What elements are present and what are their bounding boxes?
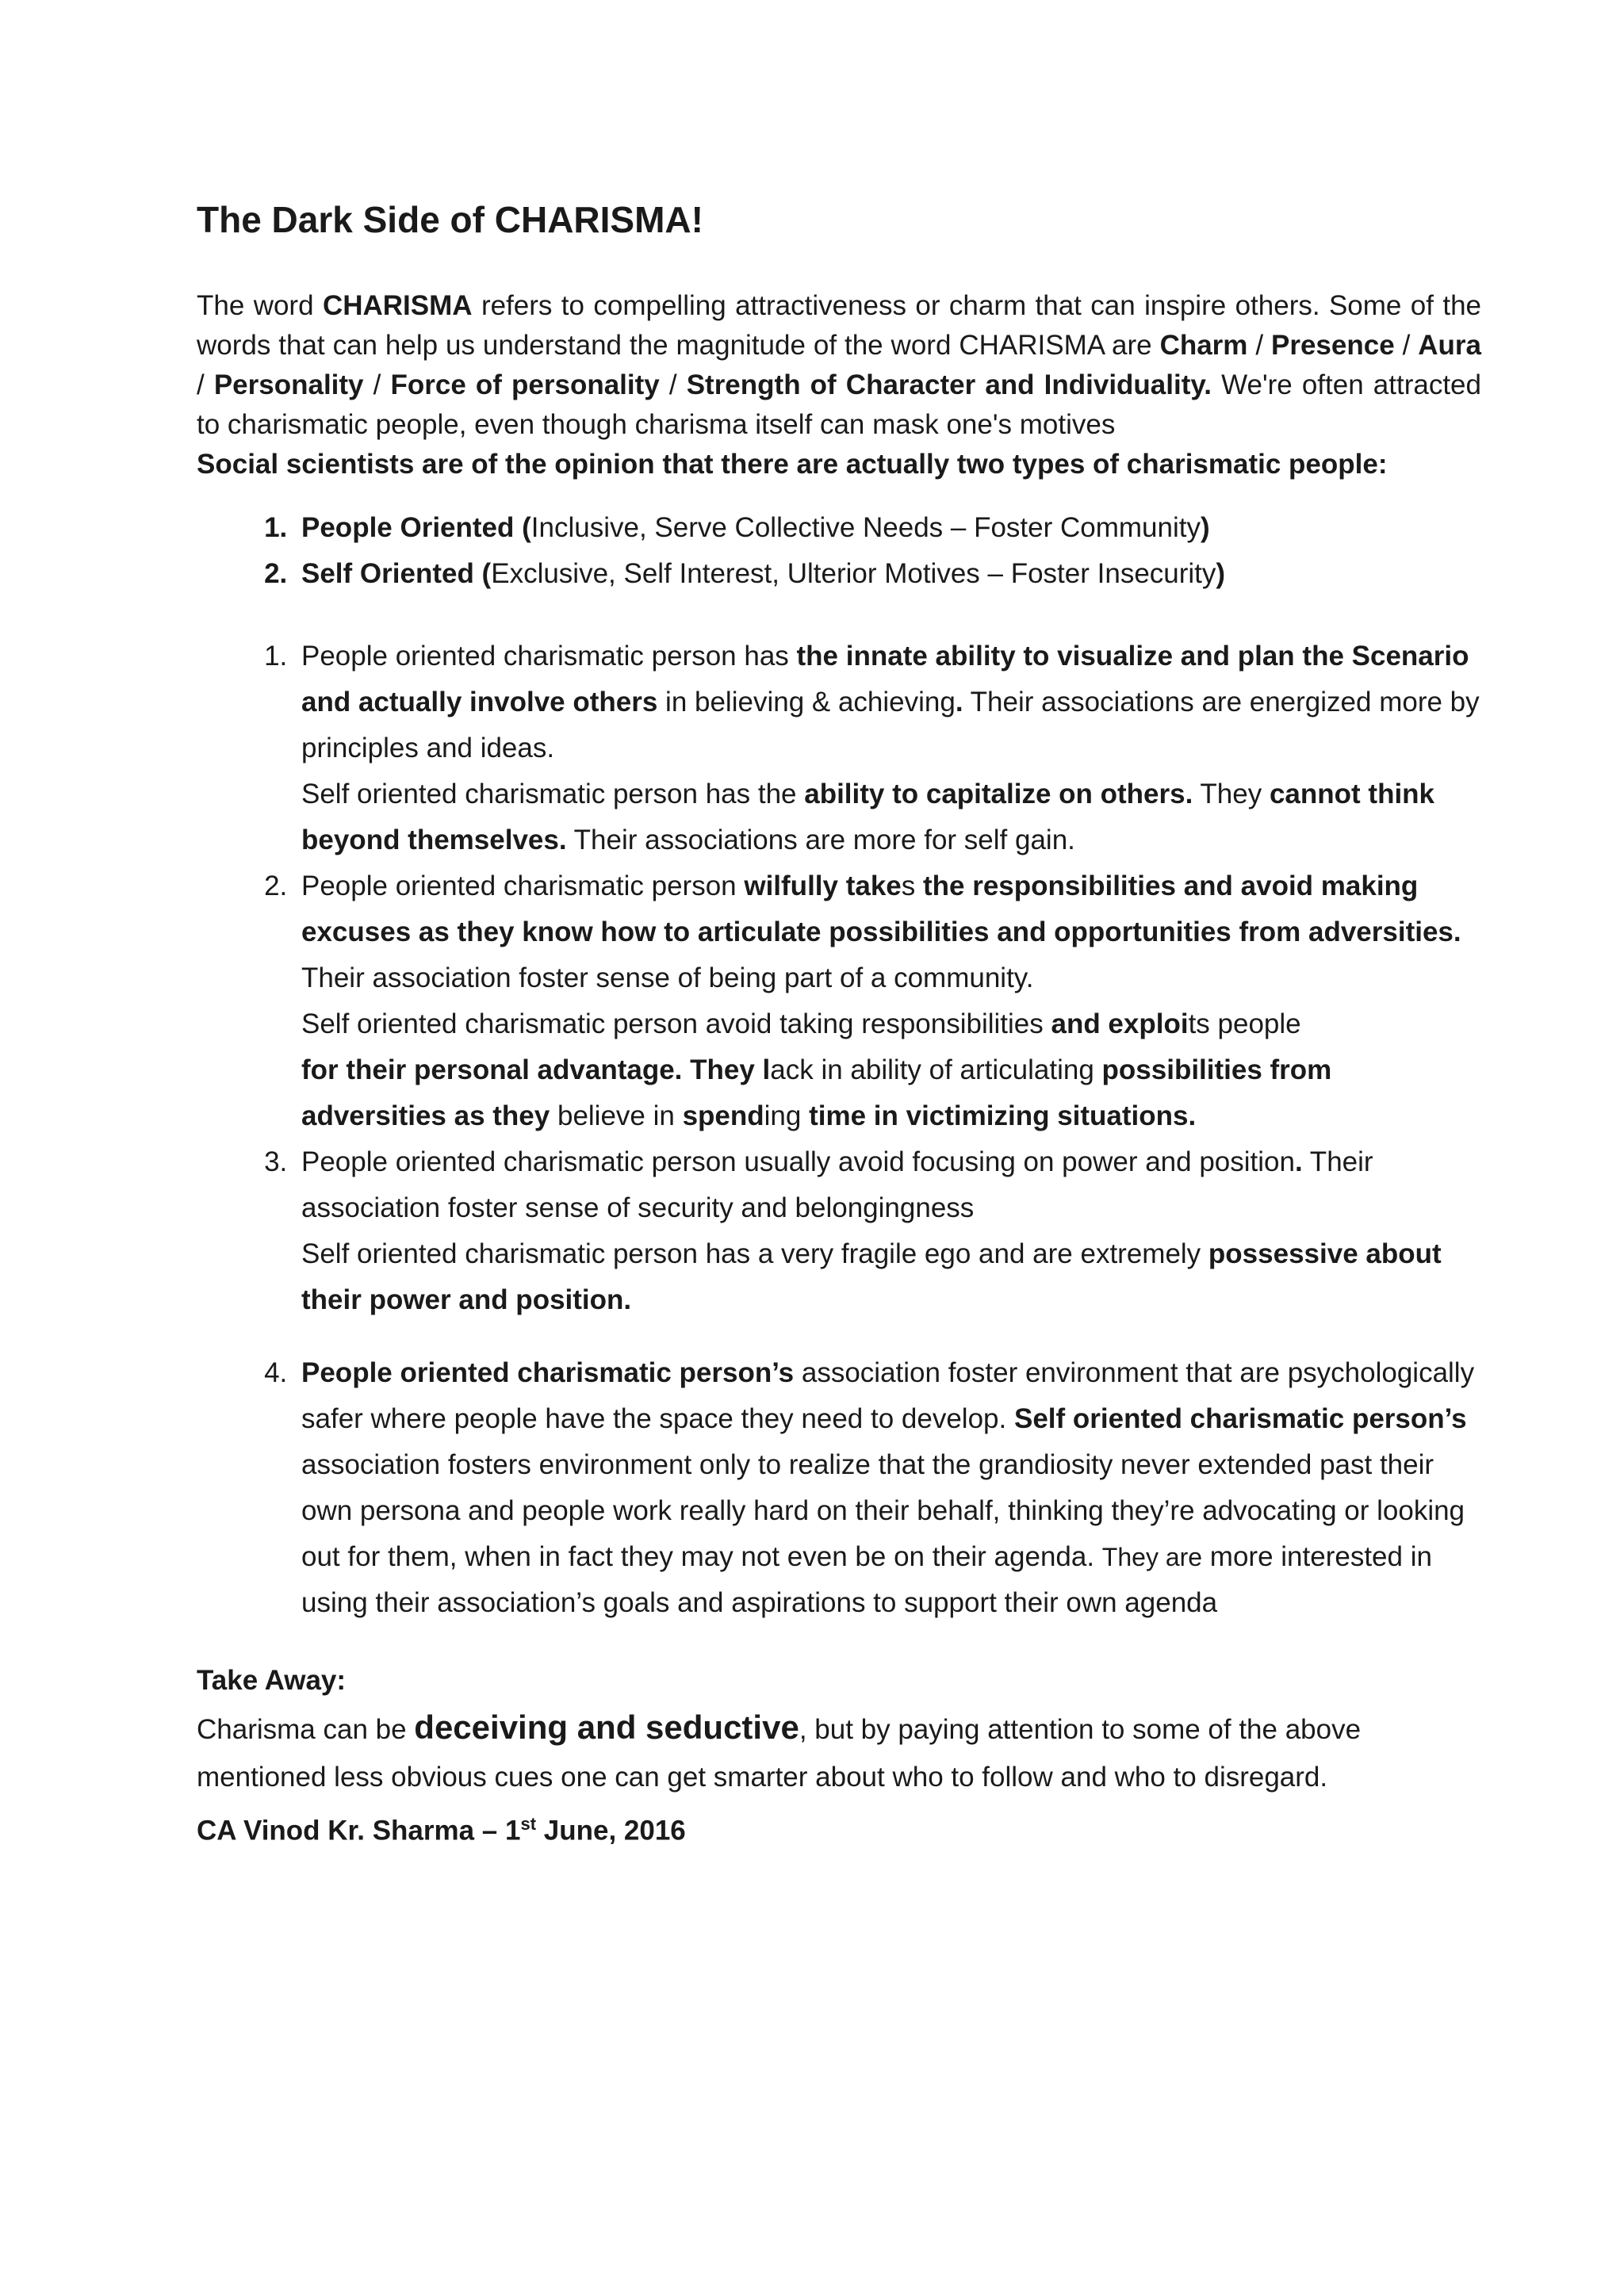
text-run: Self oriented charismatic person has the bbox=[301, 779, 805, 810]
type-close: ) bbox=[1216, 558, 1226, 590]
people-oriented-text bbox=[301, 863, 1481, 1001]
comparison-item bbox=[295, 1350, 1481, 1626]
type-item bbox=[295, 551, 1481, 597]
bold-run: People oriented charismatic person’s bbox=[301, 1357, 795, 1389]
text-run: Their association foster sense of being part of a community. bbox=[301, 962, 1034, 994]
type-detail: Exclusive, Self Interest, Ulterior Motives – Foster Insecurity bbox=[491, 558, 1216, 590]
people-oriented-text bbox=[301, 633, 1481, 771]
text-run: Charisma can be bbox=[197, 1714, 415, 1746]
combined-text bbox=[301, 1350, 1481, 1626]
self-oriented-text bbox=[301, 771, 1481, 863]
text-run: Their associations are more for self gain. bbox=[566, 825, 1075, 856]
intro-separator: / bbox=[659, 369, 687, 401]
text-run: People oriented charismatic person bbox=[301, 871, 745, 902]
bold-run: wilfully take bbox=[744, 871, 902, 902]
author-signature bbox=[197, 1801, 1481, 1854]
people-oriented-text bbox=[301, 1139, 1481, 1231]
self-oriented-text bbox=[301, 1231, 1481, 1323]
intro-bold: Strength of Character and Individuality. bbox=[686, 369, 1212, 401]
bold-run: . bbox=[1294, 1146, 1303, 1178]
type-label: Self Oriented ( bbox=[301, 558, 492, 590]
text-run: Their associations are energized more by principles and ideas. bbox=[301, 687, 1480, 764]
intro-separator: / bbox=[363, 369, 391, 401]
bold-run: ability to capitalize on others. bbox=[804, 779, 1193, 810]
comparison-list bbox=[197, 633, 1481, 1626]
text-run: ts people bbox=[1188, 1008, 1301, 1040]
bold-run: the innate ability to visualize and plan the Scenario and actually involve others bbox=[301, 641, 1469, 718]
intro-bold: Force of personality bbox=[390, 369, 660, 401]
small-run: They are bbox=[1101, 1543, 1203, 1572]
self-oriented-text-continued bbox=[301, 1047, 1481, 1139]
intro-bold: Charm bbox=[1159, 330, 1248, 362]
intro-bold: Aura bbox=[1418, 330, 1481, 362]
bold-run: the responsibilities and avoid making excuses as they know how to articulate possibilities and opportunities from adversities. bbox=[301, 871, 1461, 948]
intro-paragraph bbox=[197, 286, 1481, 445]
text-run: more interested in using their association’s goals and aspirations to support their own agenda bbox=[301, 1541, 1432, 1619]
text-run: Self oriented charismatic person has a very fragile ego and are extremely bbox=[301, 1238, 1208, 1270]
ordinal-suffix: st bbox=[520, 1814, 537, 1835]
text-run: They bbox=[1193, 779, 1270, 810]
bold-run: Self oriented charismatic person’s bbox=[1013, 1403, 1467, 1435]
comparison-item bbox=[295, 1139, 1481, 1323]
bold-run: cannot think beyond themselves. bbox=[301, 779, 1435, 856]
text-run: in believing & achieving bbox=[657, 687, 956, 718]
types-list bbox=[197, 505, 1481, 597]
intro-separator: / bbox=[197, 369, 214, 401]
self-oriented-text bbox=[301, 1001, 1481, 1047]
type-label: People Oriented ( bbox=[301, 512, 531, 544]
intro-text: refers to compelling attractiveness or charm that can inspire others. Some of the words that can help us understand the magnitude of the word CHARISMA are bbox=[197, 290, 1482, 362]
intro-bold: Presence bbox=[1271, 330, 1395, 362]
bold-run: possibilities from adversities as they bbox=[301, 1054, 1332, 1132]
intro-separator: / bbox=[1247, 330, 1271, 362]
type-close: ) bbox=[1201, 512, 1210, 544]
intro-text: We're often attracted to charismatic people, even though charisma itself can mask one's motives bbox=[197, 369, 1481, 441]
bold-run: . bbox=[955, 687, 963, 718]
text-run: Their association foster sense of security and belongingness bbox=[301, 1146, 1373, 1224]
text-run: ing bbox=[764, 1100, 810, 1132]
type-detail: Inclusive, Serve Collective Needs – Foster Community bbox=[530, 512, 1201, 544]
text-run: , but by paying attention to some of the above mentioned less obvious cues one can get smarter about who to follow and who to disregard. bbox=[197, 1714, 1362, 1793]
type-item bbox=[295, 505, 1481, 551]
text-run: association fosters environment only to realize that the grandiosity never extended past their own persona and people work really hard on their behalf, thinking they’re advocating or looking out for them, when in fact they may not even be on their agenda. bbox=[301, 1449, 1465, 1573]
text-run: People oriented charismatic person has bbox=[301, 641, 797, 672]
intro-text: The word bbox=[197, 290, 323, 322]
bold-run: for their personal advantage. They l bbox=[301, 1054, 771, 1086]
bold-run: and exploi bbox=[1051, 1008, 1189, 1040]
text-run: s bbox=[901, 871, 923, 902]
intro-bold: CHARISMA bbox=[322, 290, 473, 322]
emphasis-run: deceiving and seductive bbox=[414, 1709, 799, 1747]
text-run: Self oriented charismatic person avoid taking responsibilities bbox=[301, 1008, 1051, 1040]
comparison-item bbox=[295, 633, 1481, 863]
signature-name: CA Vinod Kr. Sharma – 1 bbox=[197, 1815, 521, 1846]
text-run: People oriented charismatic person usually avoid focusing on power and position bbox=[301, 1146, 1295, 1178]
lead-sentence: Social scientists are of the opinion that there are actually two types of charismatic people: bbox=[197, 449, 1388, 480]
page-title: The Dark Side of CHARISMA! bbox=[197, 199, 703, 240]
text-run: association foster environment that are psychologically safer where people have the space they need to develop. bbox=[301, 1357, 1475, 1435]
bold-run: time in victimizing situations. bbox=[809, 1100, 1197, 1132]
comparison-item bbox=[295, 863, 1481, 1139]
intro-bold: Personality bbox=[213, 369, 364, 401]
text-run: believe in bbox=[550, 1100, 683, 1132]
takeaway-text bbox=[197, 1704, 1481, 1801]
document-page bbox=[197, 198, 1481, 1854]
bold-run: possessive about their power and position. bbox=[301, 1238, 1442, 1316]
intro-separator: / bbox=[1394, 330, 1419, 362]
bold-run: spend bbox=[682, 1100, 764, 1132]
signature-date: June, 2016 bbox=[536, 1815, 686, 1846]
takeaway-heading: Take Away: bbox=[197, 1665, 347, 1697]
text-run: ack in ability of articulating bbox=[770, 1054, 1102, 1086]
